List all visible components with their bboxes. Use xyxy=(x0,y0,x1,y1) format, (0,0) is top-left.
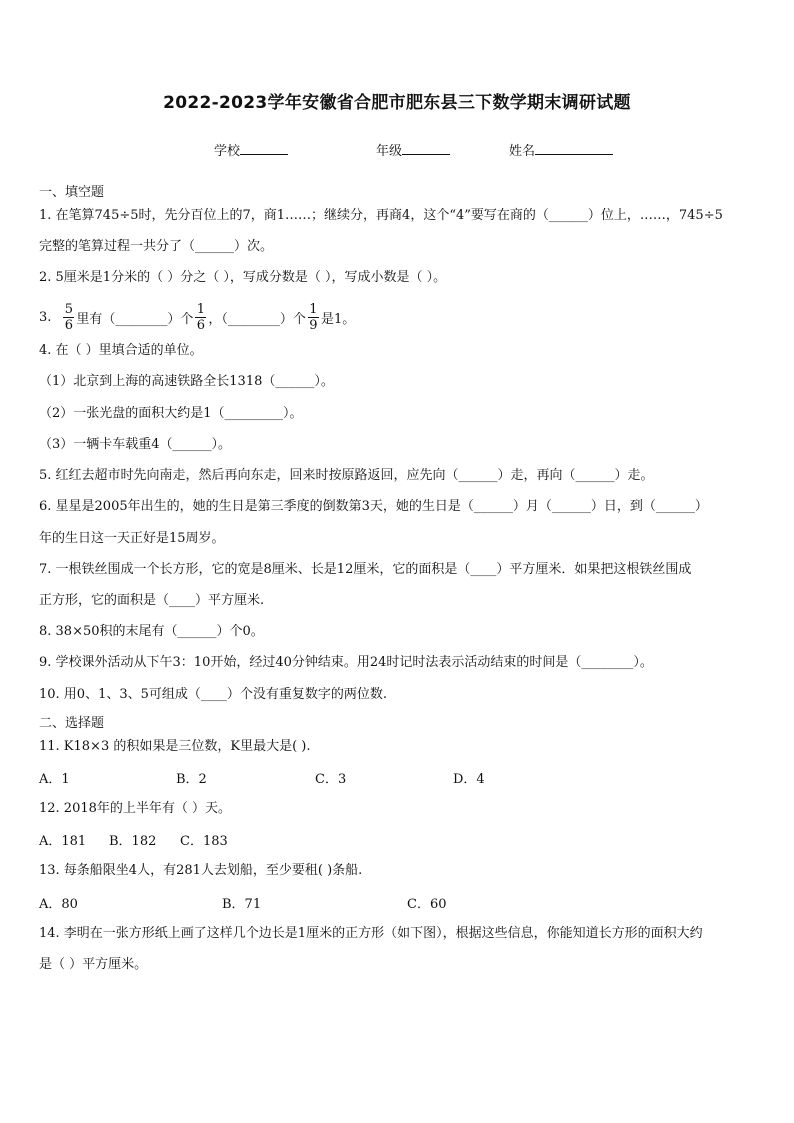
page-title: 2022-2023学年安徽省合肥市肥东县三下数学期末调研试题 xyxy=(163,93,631,113)
q7-line2: 正方形，它的面积是（____）平方厘米. xyxy=(39,593,265,608)
q13-option-b: B．71 xyxy=(222,897,262,912)
q7-line1: 7. 一根铁丝围成一个长方形，它的宽是8厘米、长是12厘米，它的面积是（____）平方厘米．如果把这根铁丝围成 xyxy=(39,562,692,577)
q12-option-b: B．182 xyxy=(109,834,157,849)
fraction-denominator: 9 xyxy=(309,317,318,333)
q3-fraction-1-6 xyxy=(195,302,206,333)
q4-sub3: （3）一辆卡车载重4（______）。 xyxy=(39,437,232,452)
section-fill-heading: 一、填空题 xyxy=(39,185,105,200)
section-choice-heading: 二、选择题 xyxy=(39,716,105,731)
q2: 2. 5厘米是1分米的（ ）分之（ ），写成分数是（ ），写成小数是（ ）。 xyxy=(39,270,447,285)
q3-text2: ，（________）个 xyxy=(208,311,306,327)
q11-option-d: D．4 xyxy=(453,772,485,787)
school-field xyxy=(214,140,288,159)
q3-number: 3. xyxy=(39,309,52,325)
q10: 10. 用0、1、3、5可组成（____）个没有重复数字的两位数. xyxy=(39,687,388,702)
q12-stem: 12. 2018年的上半年有（ ）天。 xyxy=(39,801,232,816)
name-blank xyxy=(535,142,613,155)
fraction-numerator: 1 xyxy=(196,301,206,317)
q1-line2: 完整的笔算过程一共分了（______）次。 xyxy=(39,239,274,254)
q13-option-a: A．80 xyxy=(39,897,78,912)
q3-text1: 里有（________）个 xyxy=(76,311,194,327)
q11-stem: 11. K18×3 的积如果是三位数，K里最大是( ). xyxy=(39,739,311,754)
school-blank xyxy=(240,142,288,155)
q3 xyxy=(39,297,355,337)
name-field xyxy=(509,140,613,159)
q11-option-c: C．3 xyxy=(315,772,347,787)
fraction-numerator: 1 xyxy=(309,301,318,317)
q6-line1: 6. 星星是2005年出生的，她的生日是第三季度的倒数第3天，她的生日是（______）月（______）日，到（______） xyxy=(39,499,708,514)
q14-line1: 14. 李明在一张方形纸上画了这样几个边长是1厘米的正方形（如下图），根据这些信息，你能知道长方形的面积大约 xyxy=(39,926,703,941)
q3-fraction-1-9 xyxy=(308,302,319,333)
name-label: 姓名 xyxy=(509,144,536,159)
school-label: 学校 xyxy=(214,144,241,159)
q13-stem: 13. 每条船限坐4人，有281人去划船，至少要租( )条船. xyxy=(39,863,363,878)
q14-line2: 是（ ）平方厘米。 xyxy=(39,957,148,972)
q4-sub1: （1）北京到上海的高速铁路全长1318（______）。 xyxy=(39,374,334,389)
q12-option-a: A．181 xyxy=(39,834,87,849)
q9: 9. 学校课外活动从下午3：10开始，经过40分钟结束。用24时记时法表示活动结束的时间是（________）。 xyxy=(39,655,653,670)
fraction-denominator: 6 xyxy=(64,317,74,333)
grade-field xyxy=(376,140,450,159)
q6-line2: 年的生日这一天正好是15周岁。 xyxy=(39,531,225,546)
q3-fraction-5-6 xyxy=(63,302,74,333)
q3-text3: 是1。 xyxy=(320,311,356,327)
q5: 5. 红红去超市时先向南走，然后再向东走，回来时按原路返回，应先向（______）走，再向（______）走。 xyxy=(39,468,654,483)
q11-option-b: B．2 xyxy=(176,772,207,787)
q8: 8. 38×50积的末尾有（______）个0。 xyxy=(39,624,264,639)
q12-option-c: C．183 xyxy=(180,834,228,849)
q13-option-c: C．60 xyxy=(407,897,447,912)
fraction-denominator: 6 xyxy=(196,317,206,333)
fraction-numerator: 5 xyxy=(64,301,74,317)
q4-stem: 4. 在（ ）里填合适的单位。 xyxy=(39,343,203,358)
q1-line1: 1. 在笔算745÷5时，先分百位上的7，商1……；继续分，再商4，这个“4”要写在商的（______）位上，……，745÷5 xyxy=(39,208,723,223)
grade-label: 年级 xyxy=(376,144,403,159)
q11-option-a: A．1 xyxy=(39,772,70,787)
q4-sub2: （2）一张光盘的面积大约是1（_________）。 xyxy=(39,406,303,421)
grade-blank xyxy=(402,142,450,155)
